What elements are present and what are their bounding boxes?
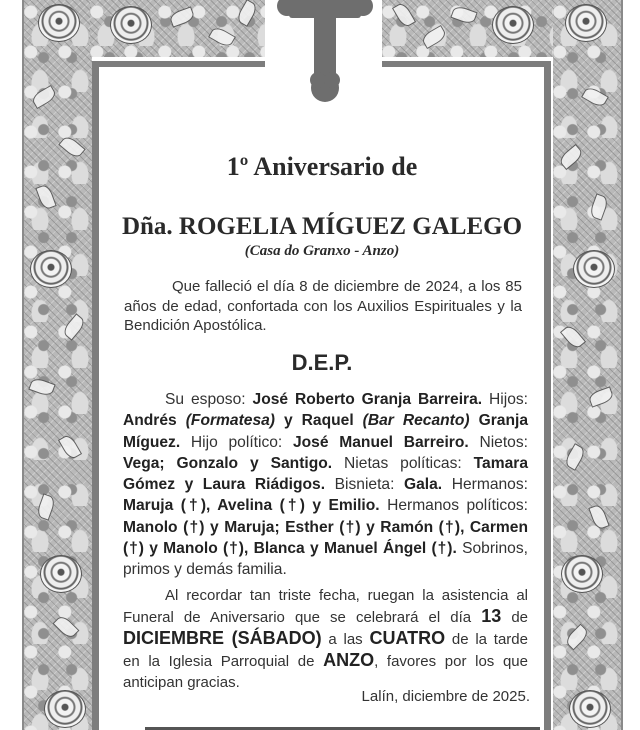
leaf-icon [560, 323, 586, 350]
dep-heading: D.E.P. [291, 350, 353, 375]
leaf-icon [587, 386, 614, 407]
floral-border-left [22, 0, 92, 730]
grandchildren-label: Nietos: [468, 433, 528, 451]
funeral-day: 13 [481, 606, 502, 626]
floral-border-top-left [90, 0, 265, 57]
leaf-icon [61, 313, 87, 340]
leaf-icon [28, 376, 55, 397]
family-closing: Sobrinos, primos y demás familia. [123, 540, 528, 579]
great-grandchild-label: Bisnieta: [325, 476, 404, 494]
leaf-icon [35, 183, 56, 210]
frame-line-top-right [382, 61, 551, 67]
rose-icon [44, 690, 86, 728]
spouse-name: José Roberto Granja Barreira. [252, 391, 483, 408]
rose-icon [569, 690, 611, 728]
death-paragraph: Que falleció el día 8 de diciembre de 2024, a los 85 años de edad, confortada con los Auxilios Espirituales y la Bendición Apostólica. [124, 278, 522, 334]
siblings-in-law-label: Hermanos políticos: [379, 497, 528, 515]
funeral-text-5: , favores por los que anticipan gracias. [123, 653, 528, 691]
funeral-text-2: de [501, 609, 529, 626]
cross-icon [275, 0, 375, 104]
frame-line-left [92, 61, 99, 730]
rose-icon [573, 250, 615, 288]
leaf-icon [557, 144, 584, 170]
anniversary-heading: 1º Aniversario de [226, 152, 418, 181]
grandchildren: Vega; Gonzalo y Santigo. [123, 454, 333, 472]
leaf-icon [53, 614, 80, 641]
funeral-month-weekday: DICIEMBRE (SÁBADO) [123, 628, 322, 648]
rose-icon [40, 555, 82, 593]
leaf-icon [564, 624, 591, 651]
siblings: Maruja (†), Avelina (†) y Emilio. [123, 497, 380, 515]
rose-icon [492, 6, 534, 44]
great-grandchild: Gala. [404, 476, 443, 494]
leaf-icon [168, 6, 195, 27]
child-2-note: (Bar Recanto) [362, 412, 470, 430]
grandchildren-in-law-label: Nietas políticas: [332, 454, 474, 472]
child-2: y Raquel [275, 412, 363, 430]
leaf-icon [450, 4, 477, 25]
son-in-law: José Manuel Barreiro. [292, 433, 469, 451]
deceased-name: Dña. ROGELIA MÍGUEZ GALEGO [121, 213, 523, 240]
rose-icon [561, 555, 603, 593]
leaf-icon [588, 193, 609, 220]
grandchildren-in-law: Tamara Gómez y Laura Riádigos. [123, 454, 528, 494]
house-name: (Casa do Granxo - Anzo) [244, 243, 400, 259]
frame-line-right [544, 61, 551, 730]
funeral-hour: CUATRO [369, 628, 446, 648]
rose-icon [565, 4, 607, 42]
children-label: Hijos: [482, 391, 529, 408]
leaf-icon [420, 25, 448, 49]
funeral-paragraph [123, 585, 528, 693]
son-in-law-label: Hijo político: [180, 433, 293, 451]
leaf-icon [35, 493, 56, 520]
floral-border-right [553, 0, 623, 730]
funeral-place: ANZO [323, 650, 375, 670]
funeral-text-1: Al recordar tan triste fecha, ruegan la asistencia al Funeral de Aniversario que se celebrará el día [123, 587, 528, 626]
signature-place-date: Lalín, diciembre de 2025. [361, 688, 530, 705]
child-1: Andrés [123, 412, 186, 430]
leaf-icon [563, 443, 587, 471]
frame-line-top-left [92, 61, 265, 67]
leaf-icon [392, 1, 416, 29]
spouse-label: Su esposo: [165, 391, 253, 408]
rose-icon [110, 6, 152, 44]
leaf-icon [588, 503, 609, 530]
child-1-note: (Formatesa) [185, 412, 275, 430]
floral-border-top-right [382, 0, 553, 57]
rose-icon [38, 4, 80, 42]
children-surname: Granja Míguez. [123, 412, 528, 451]
leaf-icon [58, 134, 85, 160]
leaf-icon [30, 85, 58, 109]
siblings-label: Hermanos: [442, 476, 528, 494]
leaf-icon [58, 433, 82, 461]
funeral-text-4: de la tarde en la Iglesia Parroquial de [123, 631, 528, 670]
rose-icon [30, 250, 72, 288]
funeral-text-3: a las [321, 631, 370, 648]
siblings-in-law: Manolo (†) y Maruja; Esther (†) y Ramón (†), Carmen (†) y Manolo (†), Blanca y Manuel Ángel (†). [123, 518, 528, 558]
leaf-icon [208, 25, 236, 49]
leaf-icon [581, 85, 609, 109]
leaf-icon [235, 0, 259, 27]
family-paragraph [123, 389, 528, 581]
